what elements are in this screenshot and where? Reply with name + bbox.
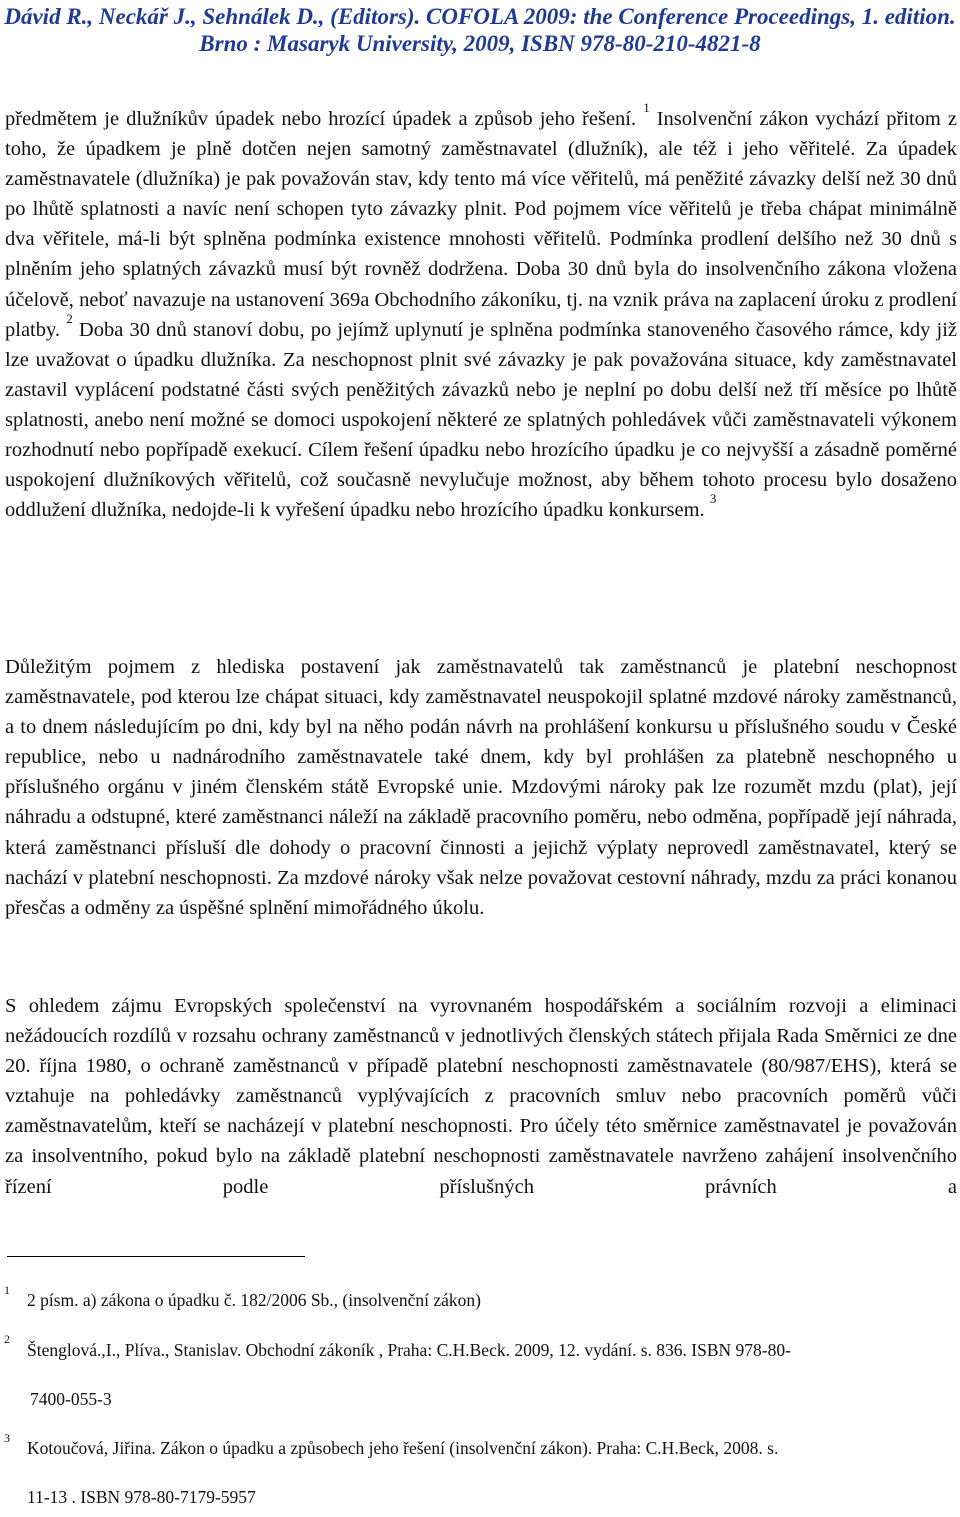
header-citation-line-1: Dávid R., Neckář J., Sehnálek D., (Editors). COFOLA 2009: the Conference Proceedings, 1. edition. [4, 4, 956, 29]
header-citation-line-2: Brno : Masaryk University, 2009, ISBN 978-80-210-4821-8 [199, 31, 761, 56]
footnote-3-mark: 3 [4, 1431, 10, 1445]
paragraph-1 [5, 100, 958, 525]
paragraph-1-part-b: Insolvenční zákon vychází přitom z toho, že úpadkem je plně dotčen nejen samotný zaměstnavatel (dlužník), ale též i jeho věřitelé. Za úpadek zaměstnavatele (dlužníka) je pak považován stav, kdy tento má více věřitelů, má peněžité závazky delší než 30 dnů po lhůtě splatnosti a navíc není schopen tyto závazky plnit. Pod pojmem více věřitelů je třeba chápat minimálně dva věřitele, má-li být splněna podmínka existence mnohosti věřitelů. Podmínka prodlení delšího než 30 dnů s plněním jeho splatných závazků musí být rovněž dodržena. Doba 30 dnů byla do insolvenčního zákona vložena účelově, neboť navazuje na ustanovení 369a Obchodního zákoníku, tj. na vznik práva na zaplacení úroku z prodlení platby. [5, 108, 958, 341]
footnote-separator [7, 1256, 305, 1257]
footnote-2-mark: 2 [4, 1332, 10, 1346]
footnote-ref-3: 3 [709, 491, 717, 507]
paragraph-2: Důležitým pojmem z hlediska postavení jak zaměstnavatelů tak zaměstnanců je platební neschopnost zaměstnavatele, pod kterou lze chápat situaci, kdy zaměstnavatel neuspokojil splatné mzdové nároky zaměstnanců, a to dnem následujícím po dni, kdy byl na něho podán návrh na prohlášení konkursu u příslušného soudu v České republice, nebo u nadnárodního zaměstnavatele také dnem, kdy byl prohlášen za platebně neschopného u příslušného orgánu v jiném členském státě Evropské unie. Mzdovými nároky pak lze rozumět mzdu (plat), její náhradu a odstupné, které zaměstnanci náleží na základě pracovního poměru, nebo odměna, popřípadě její náhrada, která zaměstnanci přísluší dle dohody o pracovní činnosti a jejichž výplaty neprovedl zaměstnavatel, který se nachází v platební neschopnosti. Za mzdové nároky však nelze považovat cestovní náhrady, mzdu za práci konanou přesčas a odměny za úspěšné splnění mimořádného úkolu. [5, 656, 957, 919]
footnote-2-text: Štenglová.,I., Plíva., Stanislav. Obchodní zákoník , Praha: C.H.Beck. 2009, 12. vydání. s. 836. ISBN 978-80- [27, 1340, 791, 1360]
footnote-2-text-continued: 7400-055-3 [30, 1389, 112, 1409]
footnote-3-text: Kotoučová, Jiřina. Zákon o úpadku a způsobech jeho řešení (insolvenční zákon). Praha: C.H.Beck, 2008. s. [27, 1438, 779, 1458]
footnote-ref-2: 2 [66, 310, 73, 326]
footnote-3-text-continued: 11-13 . ISBN 978-80-7179-5957 [27, 1487, 256, 1507]
paragraph-3: S ohledem zájmu Evropských společenství na vyrovnaném hospodářském a sociálním rozvoji a eliminaci nežádoucích rozdílů v rozsahu ochrany zaměstnanců v jednotlivých členských státech přijala Rada Směrnici ze dne 20. října 1980, o ochraně zaměstnanců v případě platební neschopnosti zaměstnavatele (80/987/EHS), která se vztahuje na pohledávky zaměstnanců vyplývajících z pracovních smluv nebo pracovních poměrů vůči zaměstnavatelům, kteří se nacházejí v platební neschopnosti. Pro účely této směrnice zaměstnavatel je považován za insolventního, pokud bylo na základě platební neschopnosti zaměstnavatele navrženo zahájení insolvenčního řízení podle příslušných právních a [5, 995, 957, 1198]
footnote-1-mark: 1 [4, 1283, 10, 1297]
footnote-1-text: 2 písm. a) zákona o úpadku č. 182/2006 Sb., (insolvenční zákon) [27, 1290, 481, 1310]
paragraph-1-part-a: předmětem je dlužníkův úpadek nebo hrozící úpadek a způsob jeho řešení. [5, 108, 637, 130]
paragraph-1-part-c: Doba 30 dnů stanoví dobu, po jejímž uplynutí je splněna podmínka stanoveného časového rámce, kdy již lze uvažovat o úpadku dlužníka. Za neschopnost plnit své závazky je pak považována situace, kdy zaměstnavatel zastavil vyplácení podstatné části svých peněžitých závazků nebo je neplní po dobu delší než tří měsíce po lhůtě splatnosti, anebo není možné se domoci uspokojení některé ze splatných pohledávek vůči zaměstnavateli výkonem rozhodnutí nebo popřípadě exekucí. Cílem řešení úpadku nebo hrozícího úpadku je co nejvyšší a zásadně poměrné uspokojení dlužníkových věřitelů, což současně nevylučuje možnost, aby během tohoto procesu bylo dosaženo oddlužení dlužníka, nedojde-li k vyřešení úpadku nebo hrozícího úpadku konkursem. [5, 318, 958, 522]
footnote-ref-1: 1 [643, 100, 650, 115]
